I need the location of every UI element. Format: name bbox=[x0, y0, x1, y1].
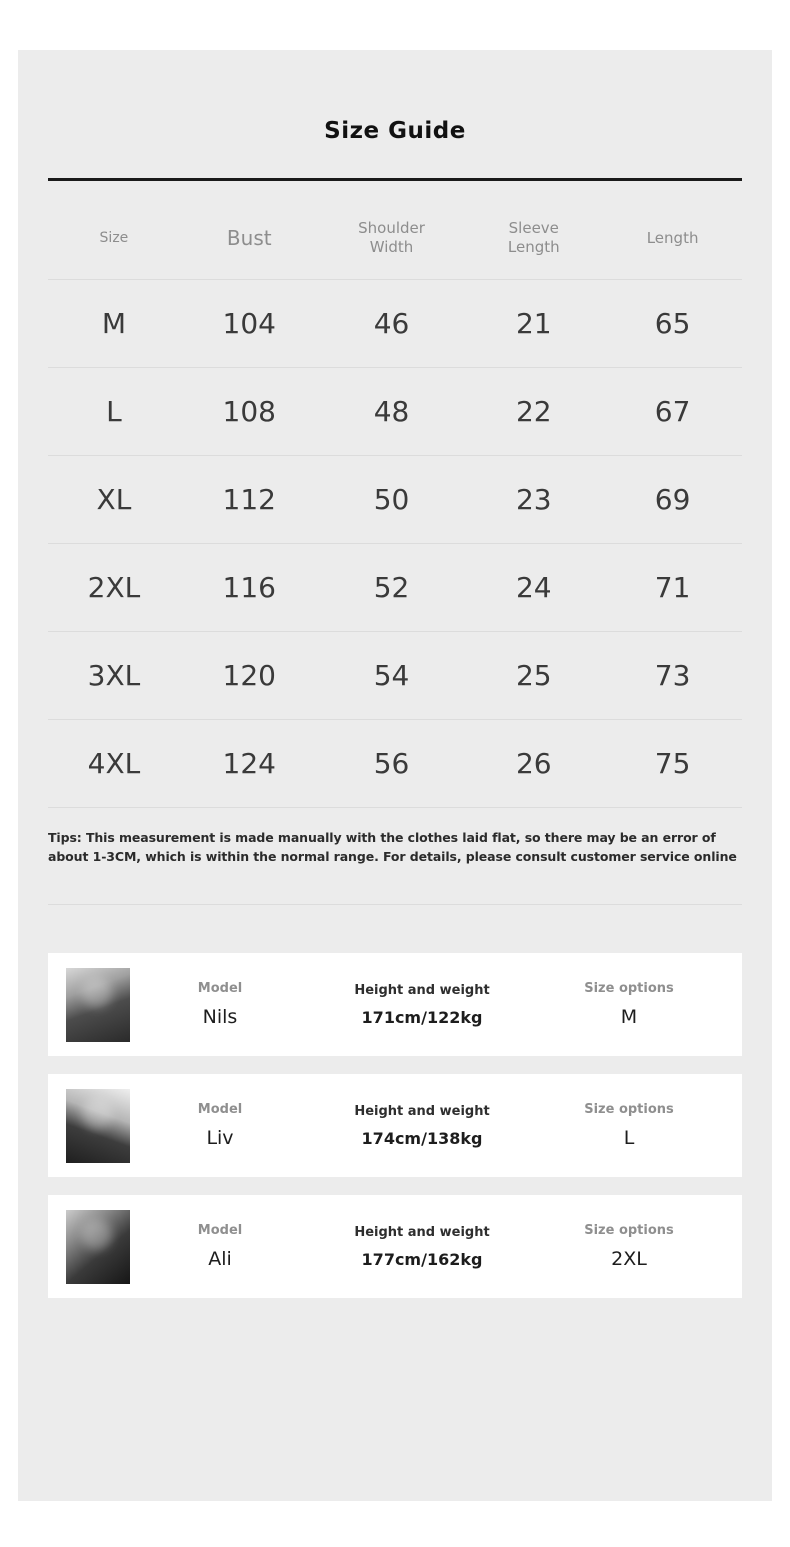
table-row bbox=[48, 279, 742, 367]
size-options-label: Size options bbox=[584, 1223, 674, 1239]
height-weight-label: Height and weight bbox=[354, 1103, 490, 1119]
height-weight-value: 171cm/122kg bbox=[361, 1007, 483, 1027]
cell-size: 2XL bbox=[87, 570, 141, 604]
column-header-size: Size bbox=[99, 229, 129, 246]
cell-shoulder: 56 bbox=[373, 746, 410, 780]
tips-divider bbox=[48, 904, 742, 905]
cell-bust: 112 bbox=[222, 482, 276, 516]
cell-length: 75 bbox=[654, 746, 691, 780]
cell-sleeve: 25 bbox=[515, 658, 552, 692]
model-name: Nils bbox=[202, 1006, 238, 1029]
column-header-shoulder-width bbox=[319, 181, 465, 279]
model-label: Model bbox=[197, 981, 243, 997]
model-measurement-cell bbox=[310, 1104, 534, 1148]
table-row bbox=[48, 719, 742, 807]
list-item bbox=[48, 1195, 742, 1298]
model-name-cell bbox=[130, 1102, 310, 1149]
size-options-value: 2XL bbox=[611, 1248, 647, 1271]
model-measurement-cell bbox=[310, 1225, 534, 1269]
cell-size: 3XL bbox=[87, 658, 141, 692]
cell-bust: 104 bbox=[222, 306, 276, 340]
table-row bbox=[48, 367, 742, 455]
page-title: Size Guide bbox=[324, 118, 466, 144]
cell-bust: 120 bbox=[222, 658, 276, 692]
cell-shoulder: 52 bbox=[373, 570, 410, 604]
height-weight-value: 174cm/138kg bbox=[361, 1128, 483, 1148]
cell-length: 73 bbox=[654, 658, 691, 692]
model-name: Ali bbox=[208, 1248, 232, 1271]
cell-size: 4XL bbox=[87, 746, 141, 780]
column-header-shoulder-line1: Shoulder bbox=[358, 219, 425, 237]
measurement-tips: Tips: This measurement is made manually with the clothes laid flat, so there may be an error of about 1-3CM, which is within the normal range. For details, please consult customer service online bbox=[48, 829, 737, 864]
cell-sleeve: 26 bbox=[515, 746, 552, 780]
height-weight-value: 177cm/162kg bbox=[361, 1249, 483, 1269]
table-row bbox=[48, 543, 742, 631]
cell-sleeve: 22 bbox=[515, 394, 552, 428]
column-header-bust: Bust bbox=[226, 225, 272, 250]
size-options-label: Size options bbox=[584, 1102, 674, 1118]
table-header-row bbox=[48, 181, 742, 279]
model-size-cell bbox=[534, 1102, 724, 1149]
cell-sleeve: 21 bbox=[515, 306, 552, 340]
model-name: Liv bbox=[206, 1127, 234, 1150]
column-header-sleeve-line2: Length bbox=[507, 237, 560, 256]
column-header-sleeve-line1: Sleeve bbox=[508, 219, 559, 237]
model-photo-icon bbox=[66, 1089, 130, 1163]
model-name-cell bbox=[130, 981, 310, 1028]
model-list bbox=[48, 953, 742, 1298]
list-item bbox=[48, 953, 742, 1056]
size-options-value: M bbox=[620, 1006, 638, 1029]
height-weight-label: Height and weight bbox=[354, 1224, 490, 1240]
model-measurement-cell bbox=[310, 983, 534, 1027]
cell-shoulder: 50 bbox=[373, 482, 410, 516]
size-options-label: Size options bbox=[584, 981, 674, 997]
column-header-sleeve-length bbox=[464, 181, 603, 279]
cell-length: 71 bbox=[654, 570, 691, 604]
table-row bbox=[48, 631, 742, 719]
column-header-length: Length bbox=[646, 228, 699, 247]
cell-shoulder: 48 bbox=[373, 394, 410, 428]
cell-sleeve: 24 bbox=[515, 570, 552, 604]
model-size-cell bbox=[534, 981, 724, 1028]
model-label: Model bbox=[197, 1223, 243, 1239]
size-table-header bbox=[48, 181, 742, 279]
model-photo-icon bbox=[66, 968, 130, 1042]
cell-length: 69 bbox=[654, 482, 691, 516]
model-label: Model bbox=[197, 1102, 243, 1118]
cell-bust: 108 bbox=[222, 394, 276, 428]
size-table bbox=[48, 181, 742, 808]
model-photo-icon bbox=[66, 1210, 130, 1284]
size-options-value: L bbox=[623, 1127, 635, 1150]
cell-bust: 116 bbox=[222, 570, 276, 604]
cell-size: XL bbox=[96, 482, 132, 516]
cell-size: L bbox=[106, 394, 122, 428]
height-weight-label: Height and weight bbox=[354, 982, 490, 998]
cell-size: M bbox=[101, 306, 127, 340]
model-name-cell bbox=[130, 1223, 310, 1270]
cell-length: 65 bbox=[654, 306, 691, 340]
cell-shoulder: 54 bbox=[373, 658, 410, 692]
cell-shoulder: 46 bbox=[373, 306, 410, 340]
cell-length: 67 bbox=[654, 394, 691, 428]
cell-bust: 124 bbox=[222, 746, 276, 780]
column-header-shoulder-line2: Width bbox=[369, 237, 414, 256]
table-row bbox=[48, 455, 742, 543]
list-item bbox=[48, 1074, 742, 1177]
cell-sleeve: 23 bbox=[515, 482, 552, 516]
size-table-body bbox=[48, 279, 742, 807]
model-size-cell bbox=[534, 1223, 724, 1270]
size-guide-panel bbox=[18, 50, 772, 1501]
